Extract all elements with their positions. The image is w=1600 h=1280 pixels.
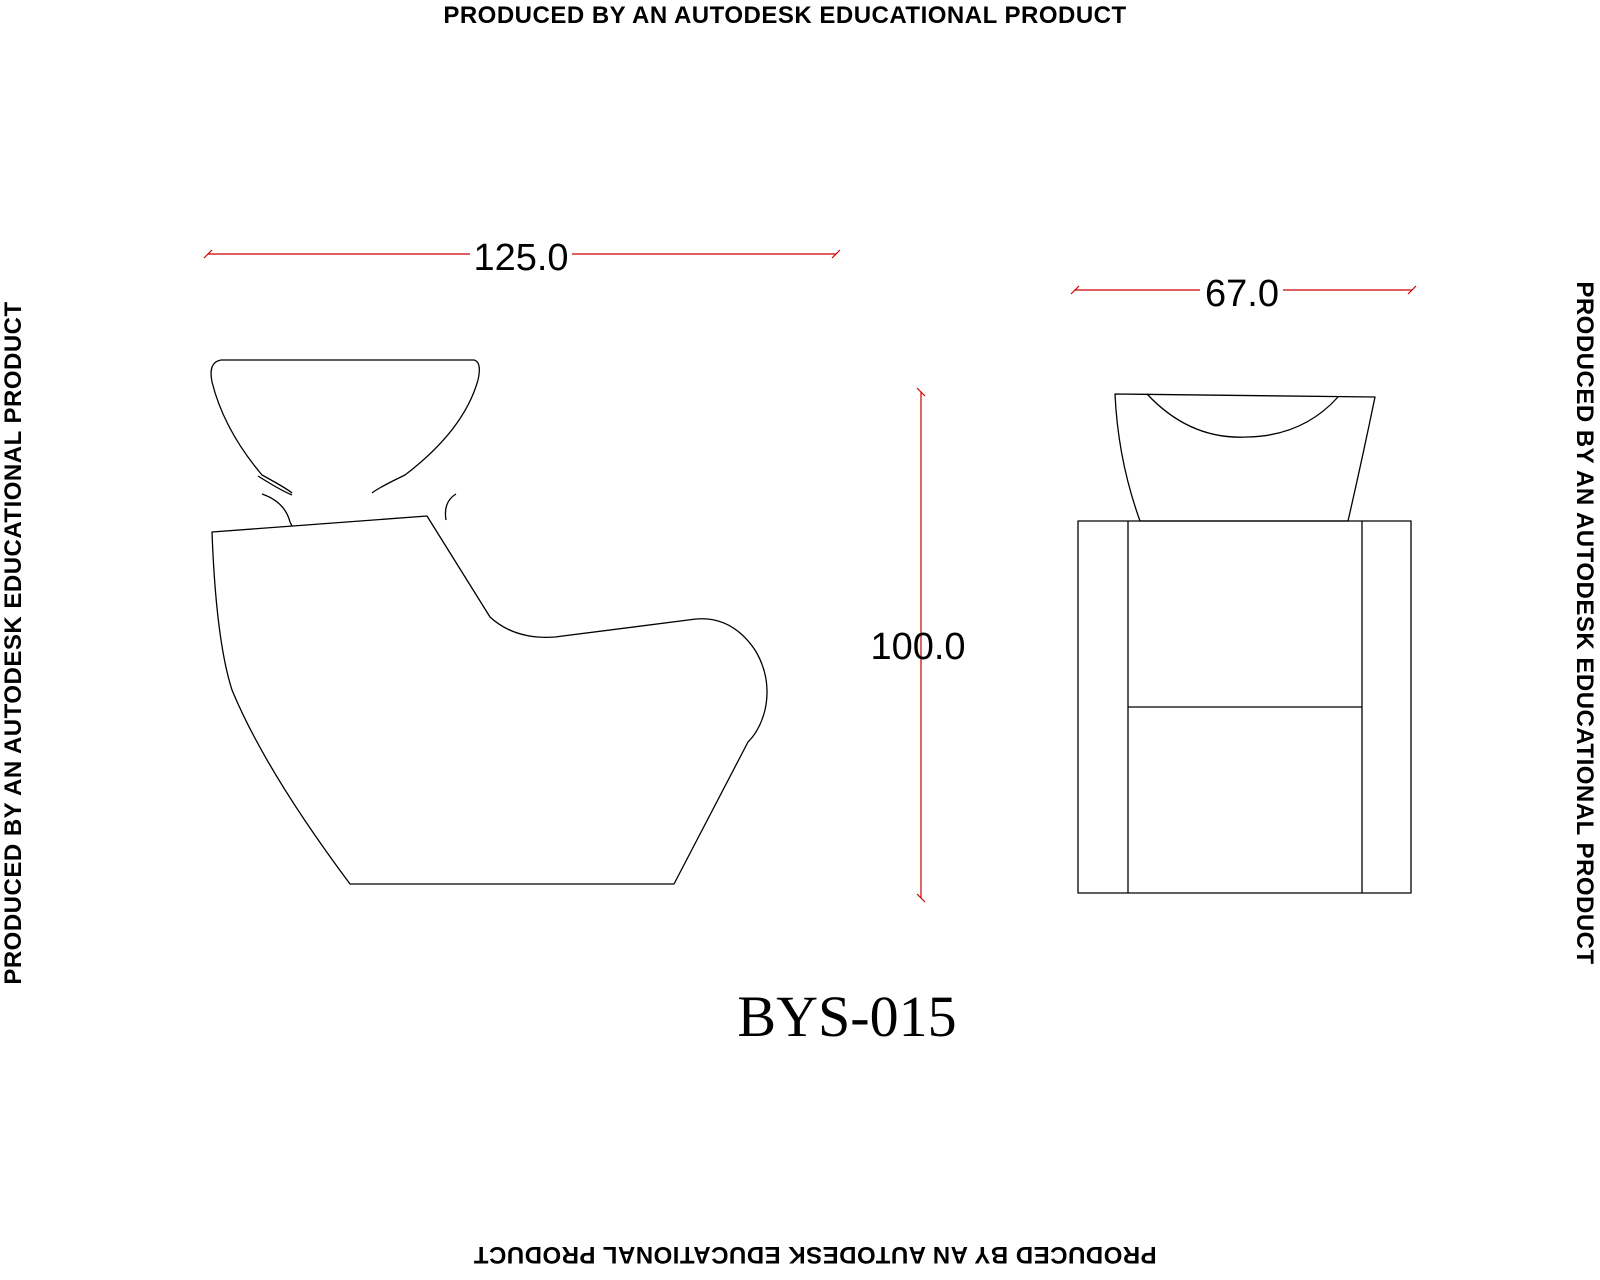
front-basin xyxy=(1115,394,1375,521)
watermark-left: PRODUCED BY AN AUTODESK EDUCATIONAL PRODUCT xyxy=(0,301,27,985)
side-view xyxy=(211,360,767,884)
watermark-right: PRODUCED BY AN AUTODESK EDUCATIONAL PRODUCT xyxy=(1571,281,1598,965)
front-view xyxy=(1078,394,1411,893)
side-basin-neck-left-edge xyxy=(258,476,292,495)
dim-side-width-label: 125.0 xyxy=(473,237,569,279)
dim-height-label: 100.0 xyxy=(870,626,966,668)
side-chair-body xyxy=(212,516,767,884)
side-basin-neck-right xyxy=(445,494,456,520)
side-basin-connector xyxy=(290,522,292,526)
side-basin-left xyxy=(211,360,292,493)
model-code: BYS-015 xyxy=(737,984,957,1049)
side-basin-neck-left xyxy=(262,494,290,522)
watermark-bottom: PRODUCED BY AN AUTODESK EDUCATIONAL PRODUCT xyxy=(473,1241,1157,1268)
front-basin-curve xyxy=(1147,394,1338,437)
watermark-top: PRODUCED BY AN AUTODESK EDUCATIONAL PRODUCT xyxy=(443,2,1127,29)
dimension-lines xyxy=(204,250,1416,902)
dim-front-width-label: 67.0 xyxy=(1205,273,1279,315)
